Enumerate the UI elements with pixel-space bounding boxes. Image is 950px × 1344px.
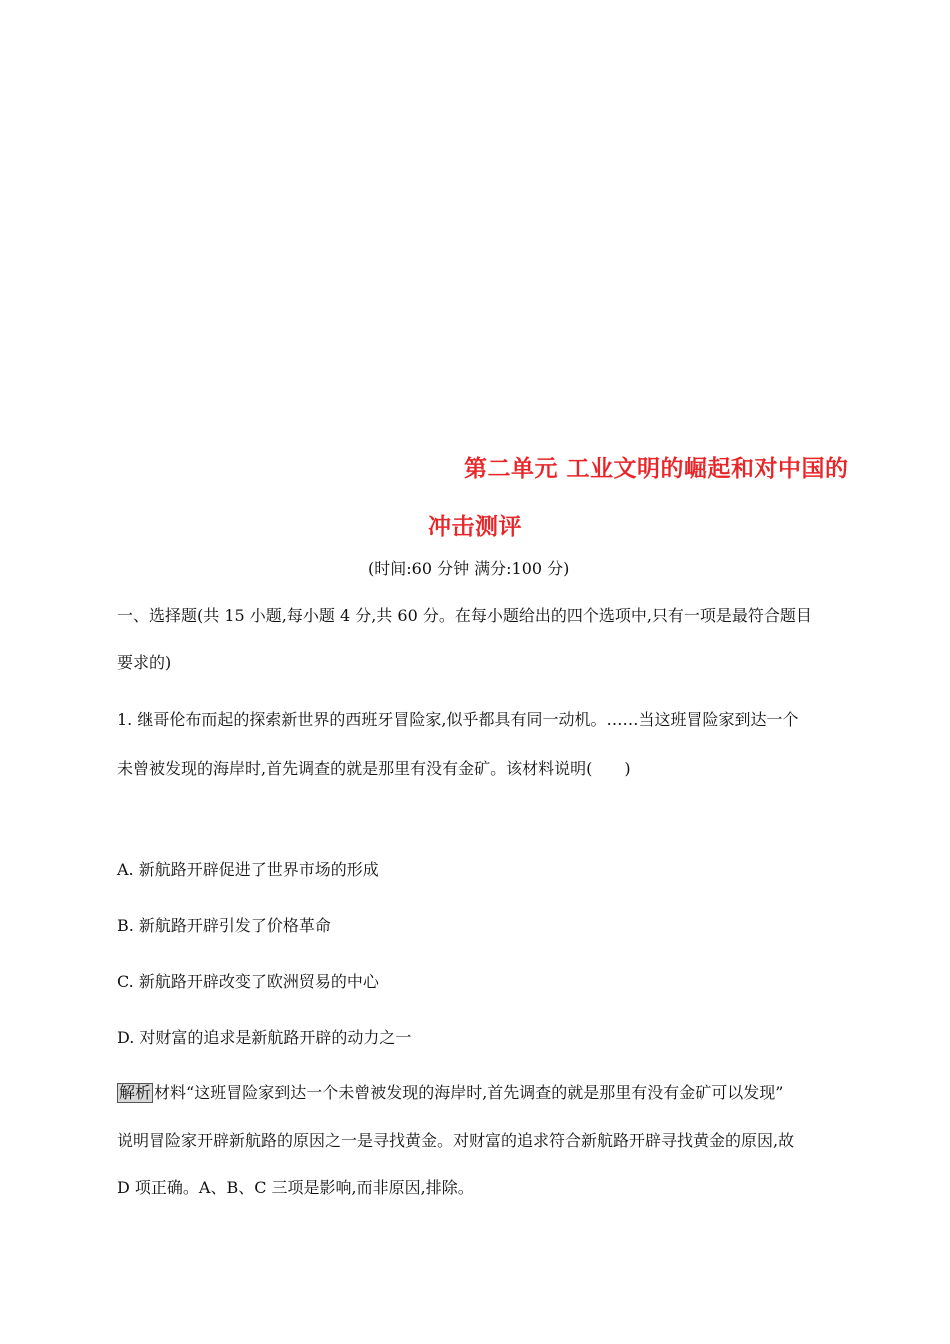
analysis-text: 材料“这班冒险家到达一个未曾被发现的海岸时,首先调查的就是那里有没有金矿可以发现”: [154, 1083, 784, 1102]
question-1-stem-continued: 未曾被发现的海岸时,首先调查的就是那里有没有金矿。该材料说明( ): [117, 759, 631, 778]
question-1-analysis-continued: 说明冒险家开辟新航路的原因之一是寻找黄金。对财富的追求符合新航路开辟寻找黄金的原因,故: [117, 1131, 795, 1150]
question-1-stem: 1. 继哥伦布而起的探索新世界的西班牙冒险家,似乎都具有同一动机。……当这班冒险家到达一个: [117, 710, 799, 729]
question-1-analysis-end: D 项正确。A、B、C 三项是影响,而非原因,排除。: [117, 1178, 474, 1197]
unit-title: 第二单元 工业文明的崛起和对中国的: [464, 456, 849, 482]
question-1-analysis: [117, 1080, 783, 1103]
exam-time-score: (时间:60 分钟 满分:100 分): [368, 559, 570, 578]
question-1-option-a: A. 新航路开辟促进了世界市场的形成: [117, 860, 379, 879]
question-1-option-c: C. 新航路开辟改变了欧洲贸易的中心: [117, 972, 379, 991]
question-1-option-b: B. 新航路开辟引发了价格革命: [117, 916, 331, 935]
analysis-tag: 解析: [119, 1083, 152, 1102]
question-1-option-d: D. 对财富的追求是新航路开辟的动力之一: [117, 1028, 412, 1047]
unit-title-continued: 冲击测评: [428, 514, 522, 540]
section-heading-continued: 要求的): [117, 653, 172, 672]
section-heading: 一、选择题(共 15 小题,每小题 4 分,共 60 分。在每小题给出的四个选项中,只有一项是最符合题目: [117, 606, 812, 625]
